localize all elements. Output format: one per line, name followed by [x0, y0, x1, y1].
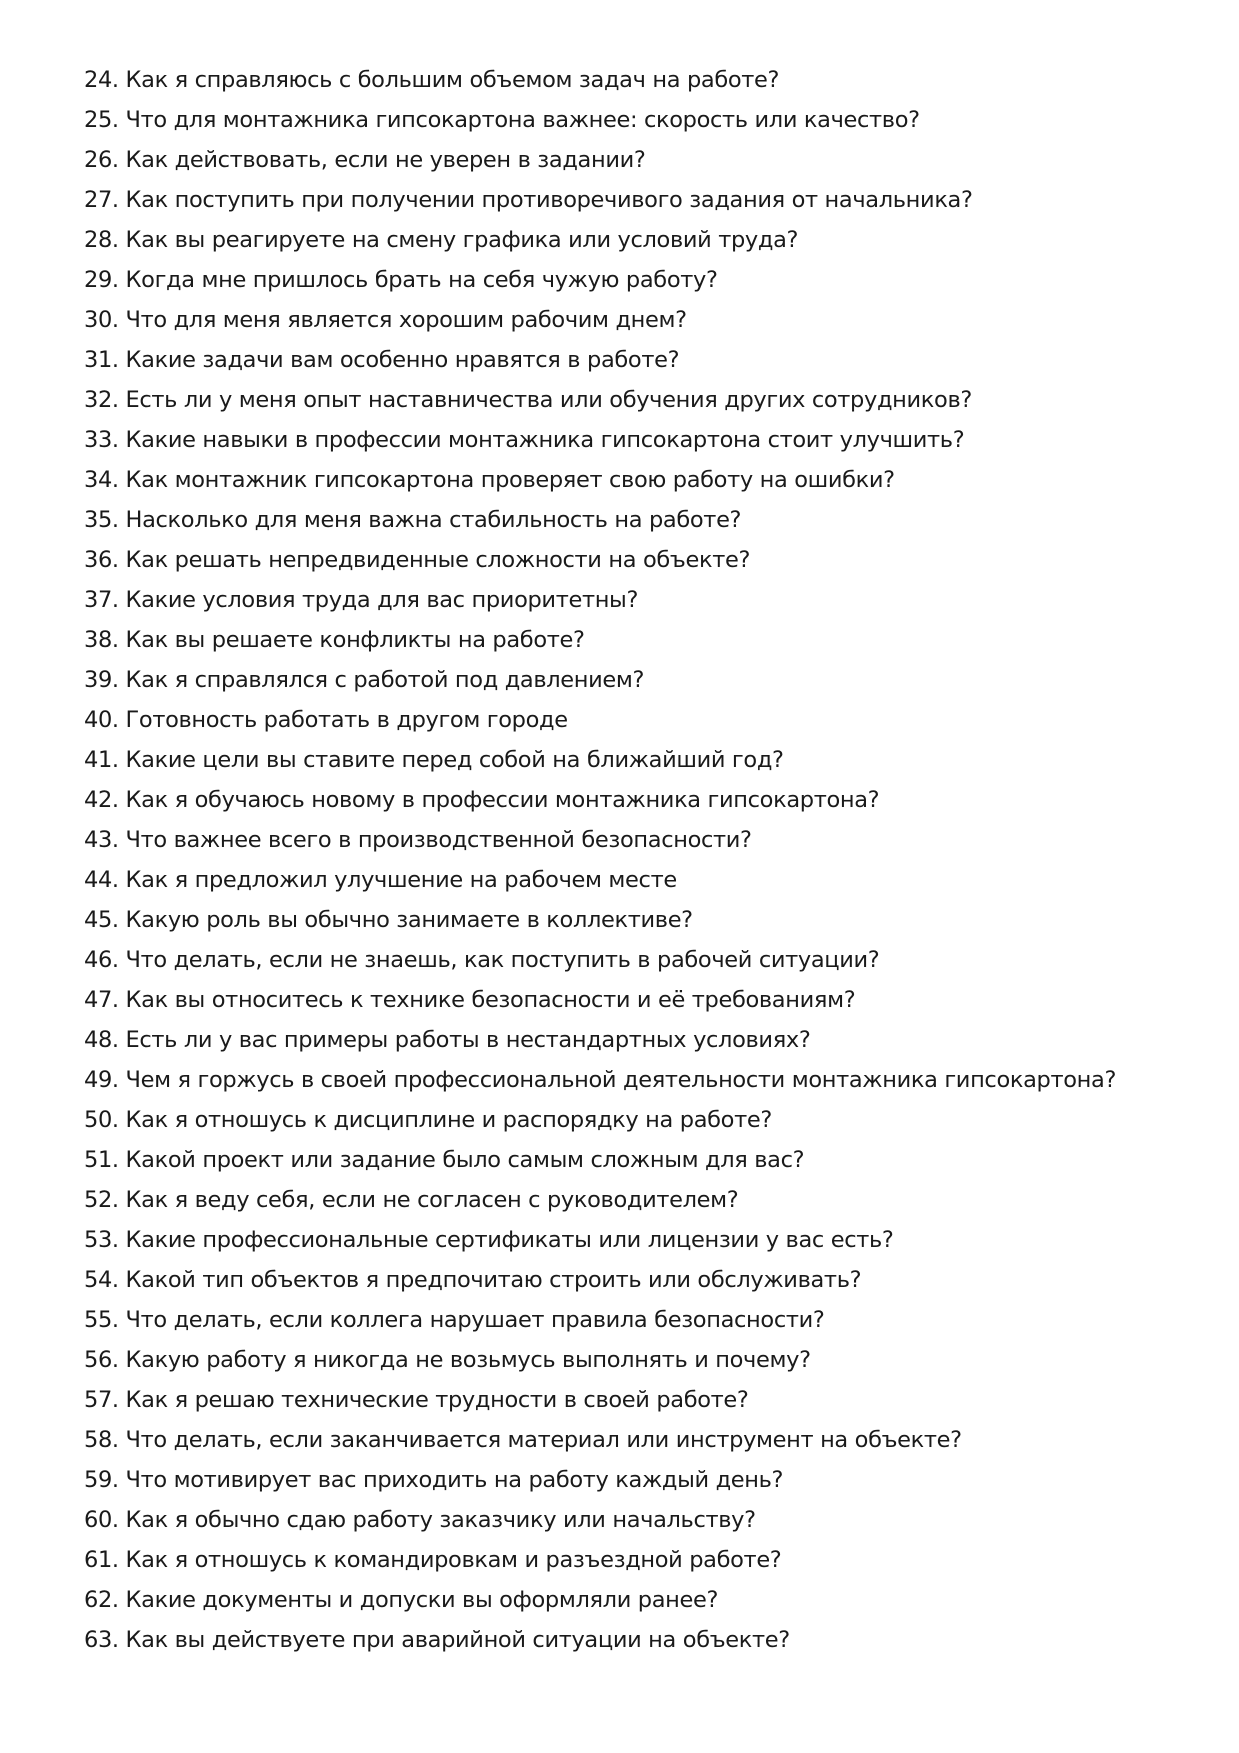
question-item: 36. Как решать непредвиденные сложности на объекте? — [84, 547, 751, 573]
question-item: 37. Какие условия труда для вас приоритетны? — [84, 587, 639, 613]
question-item: 63. Как вы действуете при аварийной ситуации на объекте? — [84, 1627, 790, 1653]
question-item: 44. Как я предложил улучшение на рабочем месте — [84, 867, 677, 893]
question-list — [84, 60, 1184, 1660]
question-item: 61. Как я отношусь к командировкам и разъездной работе? — [84, 1547, 782, 1573]
question-item: 32. Есть ли у меня опыт наставничества или обучения других сотрудников? — [84, 387, 972, 413]
question-item: 50. Как я отношусь к дисциплине и распорядку на работе? — [84, 1107, 772, 1133]
question-item: 40. Готовность работать в другом городе — [84, 707, 568, 733]
question-item: 62. Какие документы и допуски вы оформляли ранее? — [84, 1587, 719, 1613]
question-item: 31. Какие задачи вам особенно нравятся в работе? — [84, 347, 680, 373]
question-item: 26. Как действовать, если не уверен в задании? — [84, 147, 646, 173]
question-item: 41. Какие цели вы ставите перед собой на ближайший год? — [84, 747, 784, 773]
question-item: 53. Какие профессиональные сертификаты или лицензии у вас есть? — [84, 1227, 894, 1253]
question-item: 49. Чем я горжусь в своей профессиональной деятельности монтажника гипсокартона? — [84, 1067, 1117, 1093]
question-item: 52. Как я веду себя, если не согласен с руководителем? — [84, 1187, 739, 1213]
question-item: 55. Что делать, если коллега нарушает правила безопасности? — [84, 1307, 825, 1333]
question-item: 59. Что мотивирует вас приходить на работу каждый день? — [84, 1467, 784, 1493]
question-item: 27. Как поступить при получении противоречивого задания от начальника? — [84, 187, 973, 213]
question-item: 42. Как я обучаюсь новому в профессии монтажника гипсокартона? — [84, 787, 880, 813]
question-item: 43. Что важнее всего в производственной безопасности? — [84, 827, 752, 853]
question-item: 34. Как монтажник гипсокартона проверяет свою работу на ошибки? — [84, 467, 895, 493]
question-item: 30. Что для меня является хорошим рабочим днем? — [84, 307, 687, 333]
question-item: 46. Что делать, если не знаешь, как поступить в рабочей ситуации? — [84, 947, 880, 973]
question-item: 51. Какой проект или задание было самым сложным для вас? — [84, 1147, 805, 1173]
question-item: 29. Когда мне пришлось брать на себя чужую работу? — [84, 267, 718, 293]
question-item: 25. Что для монтажника гипсокартона важнее: скорость или качество? — [84, 107, 920, 133]
question-item: 57. Как я решаю технические трудности в своей работе? — [84, 1387, 749, 1413]
question-item: 38. Как вы решаете конфликты на работе? — [84, 627, 585, 653]
question-item: 33. Какие навыки в профессии монтажника гипсокартона стоит улучшить? — [84, 427, 965, 453]
question-item: 39. Как я справлялся с работой под давлением? — [84, 667, 645, 693]
question-item: 60. Как я обычно сдаю работу заказчику или начальству? — [84, 1507, 756, 1533]
question-item: 24. Как я справляюсь с большим объемом задач на работе? — [84, 67, 780, 93]
question-item: 28. Как вы реагируете на смену графика или условий труда? — [84, 227, 799, 253]
question-item: 47. Как вы относитесь к технике безопасности и её требованиям? — [84, 987, 856, 1013]
question-item: 35. Насколько для меня важна стабильность на работе? — [84, 507, 742, 533]
question-item: 58. Что делать, если заканчивается материал или инструмент на объекте? — [84, 1427, 962, 1453]
question-item: 48. Есть ли у вас примеры работы в нестандартных условиях? — [84, 1027, 811, 1053]
question-item: 45. Какую роль вы обычно занимаете в коллективе? — [84, 907, 693, 933]
question-item: 56. Какую работу я никогда не возьмусь выполнять и почему? — [84, 1347, 811, 1373]
question-item: 54. Какой тип объектов я предпочитаю строить или обслуживать? — [84, 1267, 862, 1293]
